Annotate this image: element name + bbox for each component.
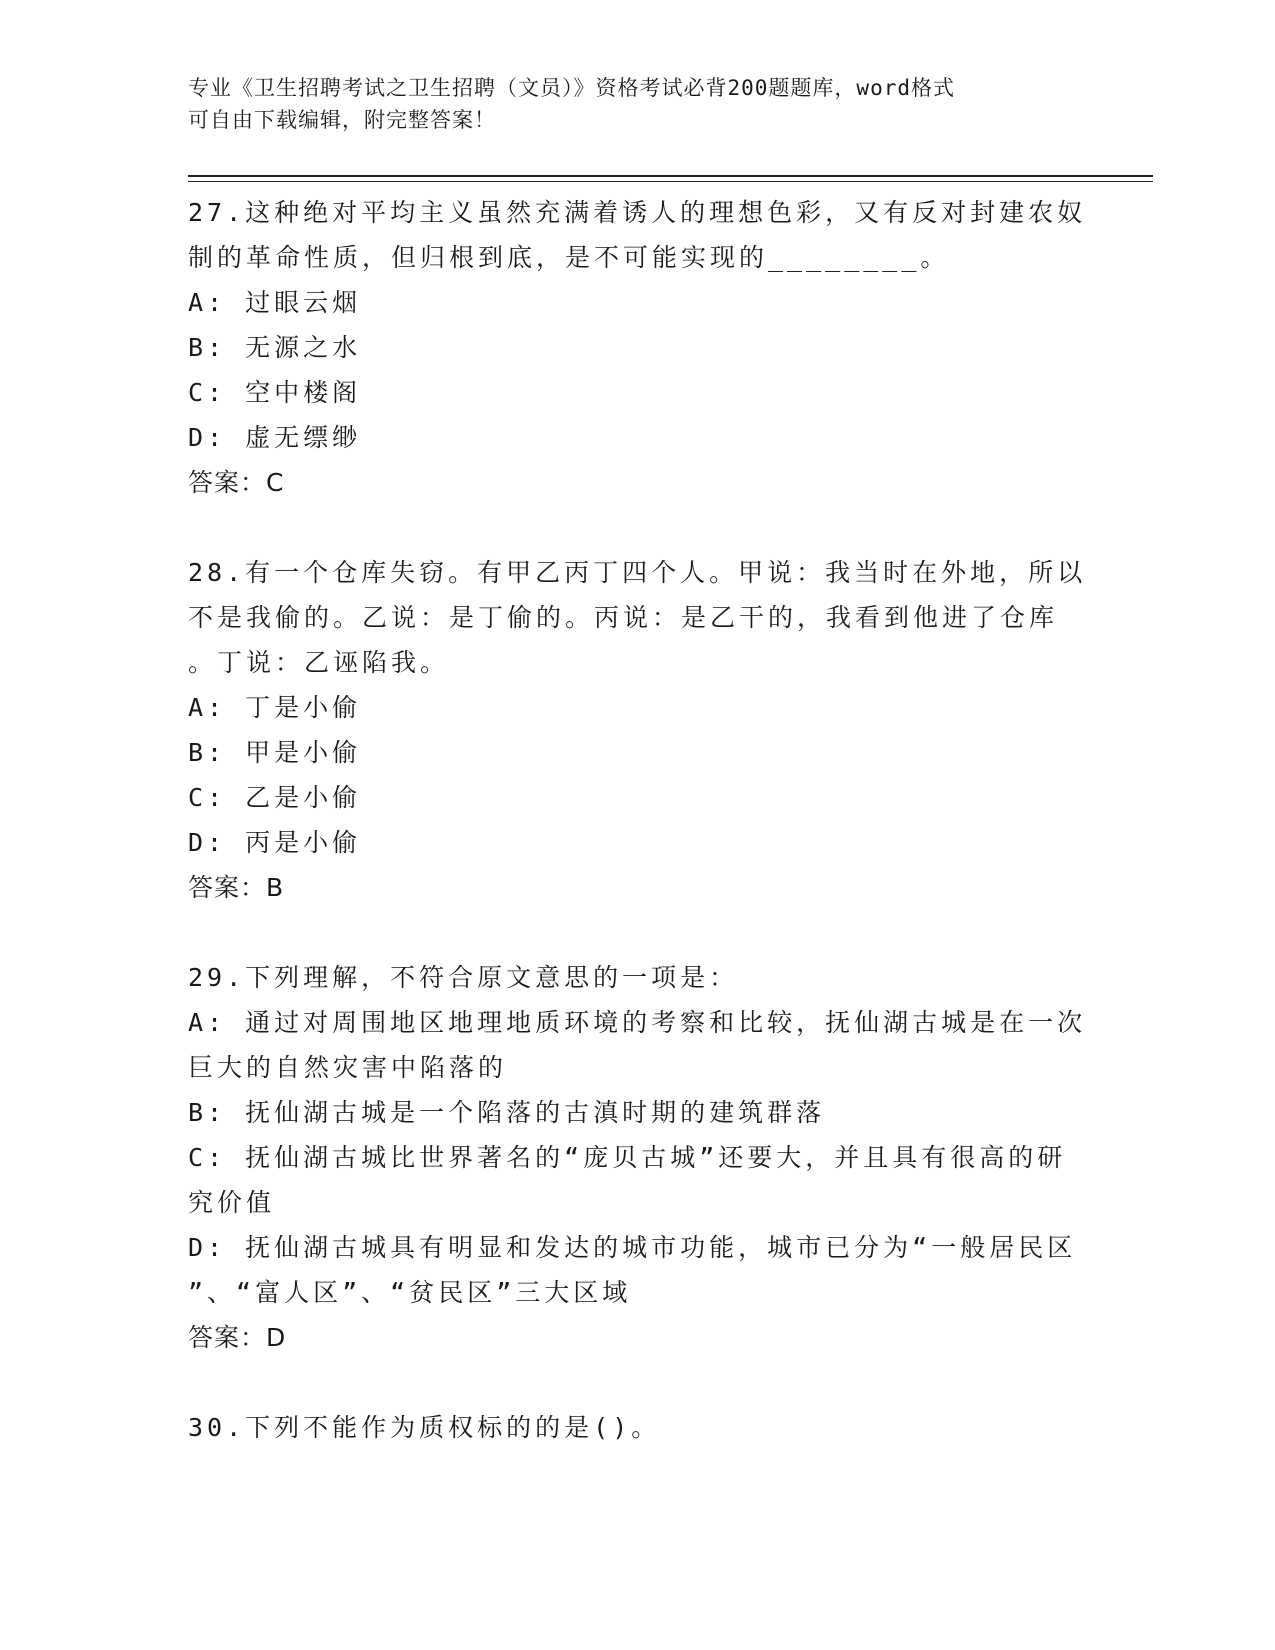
option-c: C: 抚仙湖古城比世界著名的“庞贝古城”还要大，并且具有很高的研 (188, 1143, 1067, 1172)
option-a: A: 丁是小偷 (188, 693, 362, 722)
question-28 (188, 550, 1088, 910)
question-stem: 27.这种绝对平均主义虽然充满着诱人的理想色彩，又有反对封建农奴 (188, 198, 1087, 227)
option-d: D: 抚仙湖古城具有明显和发达的城市功能，城市已分为“一般居民区 (188, 1233, 1077, 1262)
question-stem: 30.下列不能作为质权标的的是()。 (188, 1413, 661, 1442)
option-a: A: 通过对周围地区地理地质环境的考察和比较，抚仙湖古城是在一次 (188, 1008, 1087, 1037)
option-d-continued: ”、“富人区”、“贫民区”三大区域 (188, 1278, 632, 1307)
answer: 答案：C (188, 468, 285, 497)
header-divider-thin (188, 181, 1153, 182)
option-a-continued: 巨大的自然灾害中陷落的 (188, 1053, 508, 1082)
question-stem: 28.有一个仓库失窃。有甲乙丙丁四个人。甲说：我当时在外地，所以 (188, 558, 1087, 587)
header-line-2: 可自由下载编辑，附完整答案！ (188, 108, 496, 132)
option-c-continued: 究价值 (188, 1188, 276, 1217)
question-29 (188, 955, 1088, 1360)
question-stem: 制的革命性质，但归根到底，是不可能实现的________。 (188, 243, 950, 272)
option-a: A: 过眼云烟 (188, 288, 362, 317)
option-c: C: 空中楼阁 (188, 378, 362, 407)
header-divider-thick (188, 175, 1153, 177)
question-stem: 。丁说：乙诬陷我。 (188, 648, 450, 677)
option-b: B: 无源之水 (188, 333, 362, 362)
answer: 答案：D (188, 1323, 287, 1352)
question-stem: 不是我偷的。乙说：是丁偷的。丙说：是乙干的，我看到他进了仓库 (188, 603, 1059, 632)
option-b: B: 抚仙湖古城是一个陷落的古滇时期的建筑群落 (188, 1098, 826, 1127)
option-c: C: 乙是小偷 (188, 783, 362, 812)
header-line-1: 专业《卫生招聘考试之卫生招聘（文员）》资格考试必背200题题库，word格式 (188, 76, 955, 100)
answer: 答案：B (188, 873, 285, 902)
page-header (188, 72, 1068, 136)
option-b: B: 甲是小偷 (188, 738, 362, 767)
question-list (188, 190, 1088, 1495)
question-stem: 29.下列理解，不符合原文意思的一项是： (188, 963, 739, 992)
option-d: D: 丙是小偷 (188, 828, 362, 857)
question-27 (188, 190, 1088, 505)
question-30 (188, 1405, 1088, 1450)
option-d: D: 虚无缥缈 (188, 423, 362, 452)
